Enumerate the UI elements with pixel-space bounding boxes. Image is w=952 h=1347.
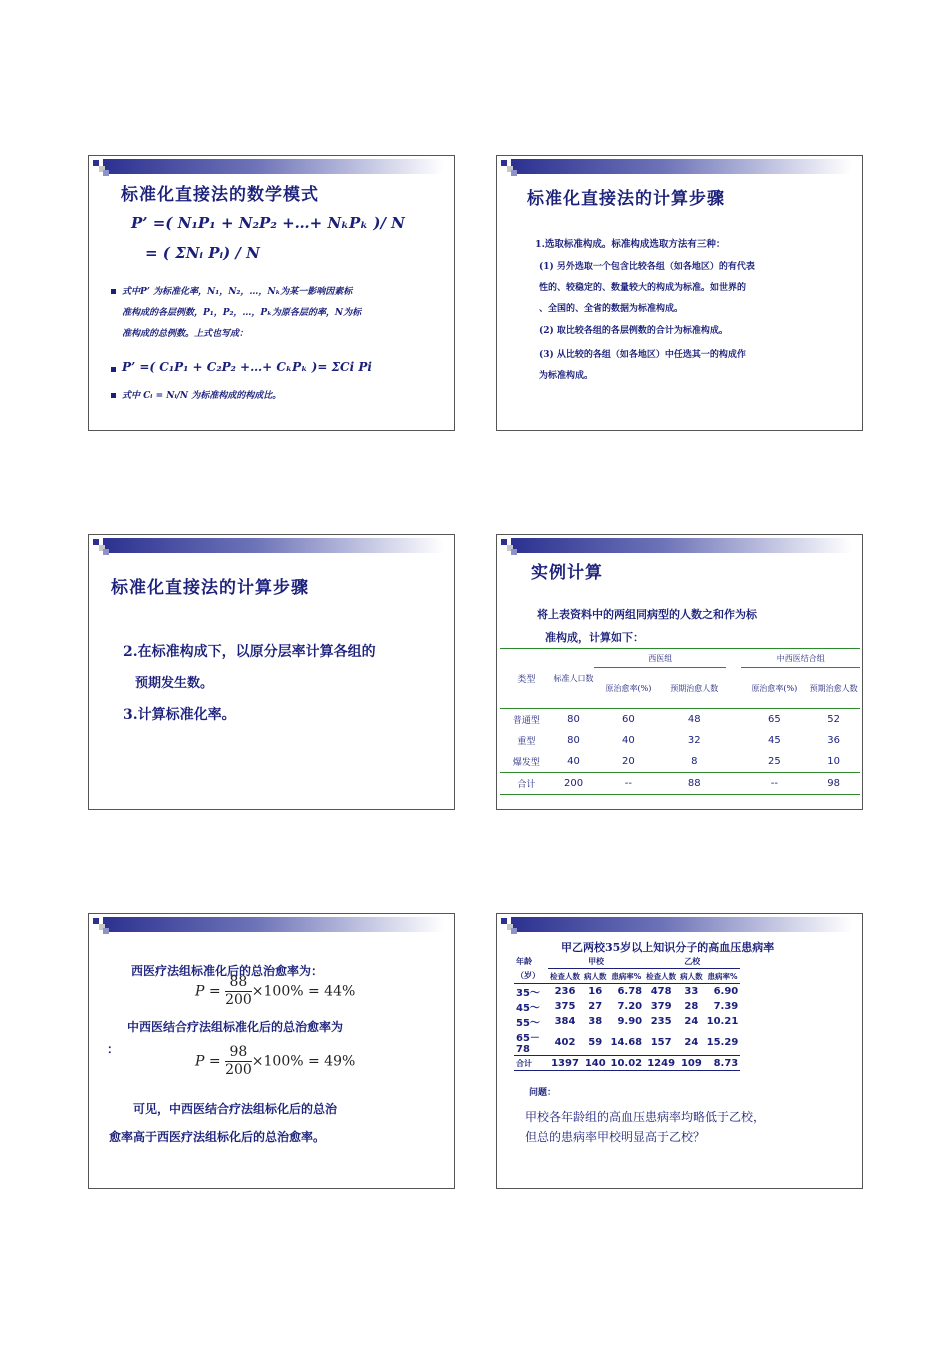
column-header: 预期治愈人数 (670, 683, 719, 693)
equation-1: P = $\frac{88}{200}$ ×100% = 44% (195, 974, 356, 1008)
table-cell: 402 (554, 1036, 576, 1048)
step-line: 为标准构成。 (539, 371, 594, 381)
variable-p: P (195, 983, 205, 1000)
step-line: 2.在标准构成下，以原分层率计算各组的 (123, 644, 376, 660)
slide-5 (88, 913, 455, 1189)
formula-line-1: P’ =( N₁P₁ + N₂P₂ +…+ NₖPₖ )/ N (131, 214, 405, 232)
equation-tail: ×100% = 44% (251, 983, 356, 1000)
fraction (225, 1044, 252, 1079)
corner-square-icon (103, 549, 109, 555)
question-label: 问题： (529, 1088, 557, 1098)
numerator: 98 (225, 1044, 252, 1062)
table-row (500, 773, 860, 795)
table-cell: 40 (622, 735, 635, 746)
note-line: 准构成的各层例数，P₁，P₂，…，Pₖ为原各层的率，N为标 (122, 308, 362, 318)
slide-3 (88, 534, 455, 810)
numerator: 88 (225, 974, 252, 992)
table-cell: 98 (827, 778, 840, 789)
table-cell: 10.02 (610, 1057, 643, 1069)
table-cell: 59 (588, 1036, 603, 1048)
bullet-icon (111, 289, 116, 294)
fraction (225, 974, 252, 1009)
column-header: 原治愈率(%) (605, 683, 652, 693)
title-bar (103, 538, 444, 553)
result-line: 西医疗法组标准化后的总治愈率为： (131, 964, 324, 978)
bullet-icon (111, 393, 116, 398)
slide-1 (88, 155, 455, 431)
data-table (500, 648, 860, 795)
corner-square-icon (511, 170, 517, 176)
table-cell: 140 (584, 1057, 606, 1069)
table-row (514, 1029, 740, 1056)
table-cell: 384 (554, 1016, 576, 1027)
column-header: 类型 (517, 675, 536, 685)
table-cell: 10.21 (706, 1016, 739, 1027)
table-cell: 236 (554, 986, 576, 997)
table-cell: -- (624, 778, 632, 789)
table-cell: 38 (588, 1016, 603, 1027)
table-row (500, 709, 860, 731)
title-bar (103, 159, 444, 174)
table-row (514, 984, 740, 1000)
table-cell: 478 (650, 986, 672, 997)
column-header: 标准人口数 (553, 674, 594, 683)
group-header: 西医组 (594, 649, 726, 668)
table-cell: 10 (827, 756, 840, 767)
table-cell: 合计 (517, 780, 536, 790)
step-line: (3) 从比较的各组（如各地区）中任选其一的构成作 (539, 350, 746, 360)
intro-line: 将上表资料中的两组同病型的人数之和作为标 (537, 608, 757, 621)
table-cell: 40 (567, 756, 580, 767)
table-cell: 9.90 (617, 1016, 643, 1027)
column-header: 检查人数 (550, 971, 580, 981)
table-cell: 35～ (516, 988, 540, 999)
age-label: 年龄 (516, 956, 532, 966)
step-line: 、全国的、全省的数据为标准构成。 (539, 304, 684, 314)
table-cell: 爆发型 (512, 758, 540, 768)
conclusion-line: 可见，中西医结合疗法组标化后的总治 (133, 1102, 338, 1116)
title-bar (511, 538, 852, 553)
table-cell: 8 (691, 756, 698, 767)
slide-title: 标准化直接法的计算步骤 (527, 189, 725, 209)
table-cell: 200 (563, 778, 584, 789)
step-line: 性的、较稳定的、数量较大的构成为标准。如世界的 (539, 283, 747, 293)
denominator: 200 (225, 1062, 252, 1078)
table-cell: 45 (767, 735, 781, 746)
table-cell: 48 (687, 714, 701, 725)
equation-tail: ×100% = 49% (251, 1053, 356, 1070)
variable-p: P (195, 1053, 205, 1070)
table-cell: 33 (684, 986, 699, 997)
step-line: (2) 取比较各组的各层例数的合计为标准构成。 (539, 326, 728, 336)
slide-title: 标准化直接法的数学模式 (121, 185, 319, 205)
table-cell: 65－78 (516, 1033, 540, 1055)
group-header: 中西医结合组 (741, 649, 860, 668)
table-row (500, 751, 860, 773)
slide-title: 实例计算 (531, 563, 603, 583)
table-cell: 8.73 (713, 1057, 739, 1069)
result-line: 中西医结合疗法组标准化后的总治愈率为 (127, 1020, 344, 1034)
equation-2: P = $\frac{98}{200}$ ×100% = 49% (195, 1044, 356, 1078)
table-row (514, 1014, 740, 1029)
step-line: (1) 另外选取一个包含比较各组（如各地区）的有代表 (539, 262, 755, 272)
slide-title: 标准化直接法的计算步骤 (111, 578, 309, 598)
table-row (500, 730, 860, 751)
conclusion-line: 愈率高于西医疗法组标化后的总治愈率。 (109, 1130, 326, 1144)
table-cell: 6.78 (617, 986, 643, 997)
table-cell: 14.68 (610, 1036, 643, 1048)
table-cell: 65 (767, 714, 781, 725)
table-cell: 45～ (516, 1003, 540, 1014)
question-line: 但总的患病率甲校明显高于乙校？ (525, 1130, 706, 1144)
table-cell: 普通型 (512, 716, 540, 726)
corner-square-icon (511, 549, 517, 555)
table-cell: 60 (622, 714, 635, 725)
table-row (514, 999, 740, 1014)
column-header: 检查人数 (646, 971, 677, 981)
column-header: 原治愈率(%) (751, 683, 798, 693)
column-header: 病人数 (680, 971, 703, 981)
slide-6 (496, 913, 863, 1189)
formula-line-3: P’ =( C₁P₁ + C₂P₂ +…+ CₖPₖ )= ΣCi Pi (122, 360, 372, 374)
table-cell: 52 (827, 714, 840, 725)
table-cell: 16 (588, 986, 603, 997)
colon-mark: ： (107, 1042, 120, 1056)
title-bar (103, 917, 444, 932)
corner-square-icon (511, 928, 517, 934)
table-cell: 379 (650, 1001, 672, 1012)
title-bar (511, 917, 852, 932)
column-header: 预期治愈人数 (809, 683, 858, 693)
table-cell: 24 (684, 1036, 699, 1048)
table-cell: 6.90 (713, 986, 739, 997)
table-cell: 88 (687, 778, 701, 789)
table-cell: 36 (827, 735, 840, 746)
denominator: 200 (225, 992, 252, 1008)
slide-4 (496, 534, 863, 810)
table-cell: 109 (680, 1057, 702, 1069)
table-cell: 157 (650, 1036, 672, 1048)
table-cell: 32 (687, 735, 701, 746)
data-table (514, 954, 740, 1071)
corner-square-icon (103, 170, 109, 176)
formula-line-2: = ( ΣNᵢ Pᵢ) / N (145, 244, 260, 262)
step-line: 1.选取标准构成。标准构成选取方法有三种： (535, 239, 726, 250)
table-cell: 55～ (516, 1018, 540, 1029)
bullet-icon (111, 367, 116, 372)
table-cell: 80 (567, 735, 580, 746)
column-header: 患病率% (707, 971, 738, 981)
table-cell: 375 (554, 1001, 576, 1012)
table-cell: 80 (567, 714, 580, 725)
step-line: 预期发生数。 (135, 676, 214, 691)
table-cell: 重型 (517, 737, 536, 747)
table-title: 甲乙两校35岁以上知识分子的高血压患病率 (561, 941, 775, 954)
title-bar (511, 159, 852, 174)
table-cell: 1249 (647, 1057, 676, 1069)
table-cell: 20 (622, 756, 635, 767)
table-cell: 235 (650, 1016, 672, 1027)
table-cell: 27 (588, 1001, 603, 1012)
age-label: （岁） (516, 970, 540, 980)
column-header (514, 954, 548, 984)
group-header: 甲校 (548, 954, 644, 969)
table-cell: 合计 (516, 1058, 532, 1068)
table-cell: -- (770, 778, 778, 789)
table-cell: 7.39 (713, 1001, 739, 1012)
table-row (514, 1056, 740, 1071)
corner-square-icon (103, 928, 109, 934)
table-cell: 24 (684, 1016, 699, 1027)
slide-2 (496, 155, 863, 431)
group-header: 乙校 (644, 954, 740, 969)
note-line: 式中 Cᵢ = Nᵢ/N 为标准构成的构成比。 (122, 391, 282, 401)
table-cell: 1397 (551, 1057, 579, 1069)
column-header: 病人数 (584, 971, 607, 981)
step-line: 3.计算标准化率。 (123, 707, 236, 723)
table-cell: 28 (684, 1001, 699, 1012)
note-line: 式中P’ 为标准化率，N₁，N₂，…，Nₖ为某一影响因素标 (122, 287, 353, 297)
column-header: 患病率% (611, 971, 642, 981)
table-cell: 7.20 (617, 1001, 643, 1012)
table-cell: 25 (767, 756, 781, 767)
table-cell: 15.29 (706, 1036, 739, 1048)
note-line: 准构成的总例数。上式也写成： (122, 329, 249, 339)
intro-line: 准构成，计算如下： (545, 631, 644, 644)
question-line: 甲校各年龄组的高血压患病率均略低于乙校， (525, 1110, 766, 1124)
